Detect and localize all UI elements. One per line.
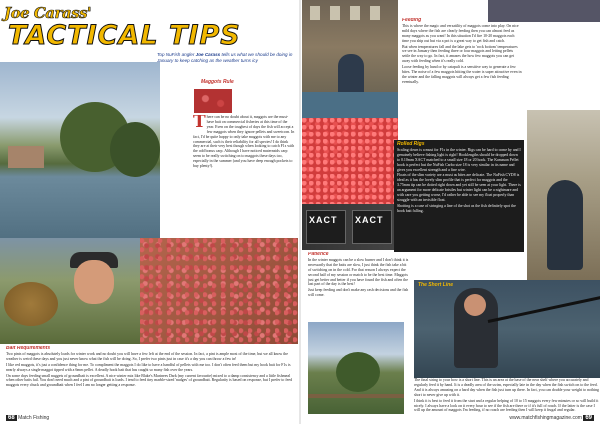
- website-url: www.matchfishingmagazine.com: [509, 415, 582, 421]
- bait-paragraph: Two pints of maggots is absolutely loads for winter work and no doubt you will have a few left at the end of the session. In fact, a pint is ample most of the time, but we all know the weather is weird these days and you just never know what the fish will be doing. So, I prefer two pints just in case it's a day you can throw a few in!: [6, 351, 288, 361]
- lake-photo: [0, 62, 160, 247]
- standfirst-name: Joe Carass: [195, 52, 221, 57]
- standfirst: [157, 52, 297, 64]
- short-line-paragraph: The final string to your bow is a short line. This is an area at the base of the near shelf where you accurately and regularly feed it by hand. It is a deadly area of the swim, especially late in the day when the fish switch on to the feed. And it is always amazing on a hard day when the fish just turn up there. In fact, you can double your weight to nothing short to never give up with it.: [414, 378, 599, 397]
- rolled-paragraph: Floats of the slim variety are a must as bites are delicate. The NuFish CYD8 is ideal as it has the lovely slim profile that is perfect for maggots and the 3.75mm tip can be dotted right down and yet still be seen at your light. There is an argument for more delicate bristles but winter light can be a nightmare and with care you getting worse, I'd rather be able to see my float properly than struggle with an invisible float.: [397, 173, 521, 202]
- article-title: [4, 4, 294, 52]
- short-line-heading: The Short Line: [418, 282, 453, 288]
- rolled-rigs-section: [394, 140, 524, 252]
- patience-heading: Patience: [308, 252, 329, 257]
- patience-paragraph: Just keep feeding and don't make any rash decisions and the fish will come.: [308, 288, 409, 298]
- face-shape: [464, 294, 486, 316]
- float-pack: [306, 210, 346, 244]
- spine-gutter: [299, 0, 301, 424]
- float-pack: [352, 210, 392, 244]
- feeding-photo: [302, 0, 398, 118]
- feeding-section: [402, 18, 522, 136]
- bait-paragraph: On some days feeding small nuggets of groundbait is excellent. A nice winter mix like Blake's Marinees Dark (my current favourite) mixed to a damp consistency and a little fishmeal when other baits fail. You don't need much and a pint of groundbait is loads. I tend to feed tiny marble-sized 'nudges' of groundbait. Regularity is based on response, but I prefer to feed maggots every chuck and groundbait when I feel I am no longer getting a response.: [6, 373, 293, 388]
- pole-rod-shape: [488, 295, 600, 323]
- maggots-text: here can be no doubt about it, maggots are the must-have bait on commercial fisheries at this time of the year. Even on the toughest of days the fish will accept a few maggots when they ignore pellets and sweetcorn. In fact, I'd be quite happy to only take maggots with me to any commercial, such is their reliability for all species! I do think they are at their very best though when looking to catch F1s with the odd bonus carp. Although I have noticed maternstds carp seem to be really switching on to maggots these days too, especially in the summer (and you have deep enough pockets to buy plenty!).: [193, 115, 295, 169]
- patience-section: [308, 252, 410, 320]
- fishery-photo: [308, 322, 404, 414]
- fence-shape: [308, 394, 404, 398]
- folio-left: [6, 415, 49, 421]
- short-line-section: [414, 378, 600, 414]
- angler-shape: [338, 54, 364, 94]
- bush-shape: [336, 352, 380, 392]
- window-shape: [350, 6, 360, 20]
- feeding-paragraph: This is where the magic and versatility of maggots come into play. On nice mild days where the fish are clearly feeding then you can almost feed as many maggots as you want! In this situation I'd fire 10-20 maggots each time you ship out but via a pot is a great way to get fish and catch.: [402, 23, 519, 43]
- face-shape: [74, 260, 114, 304]
- tree-shape: [110, 122, 160, 177]
- pack-label: XACT: [355, 215, 384, 225]
- maggot-inset-photo: [193, 88, 233, 114]
- feeding-paragraph: Loose feeding by hand or by catapult is a sensitive way to generate a few bites. The noise of a few maggots hitting the water is super attractive even in the winter and the falling maggots will always get a few fish feeding eventually.: [402, 65, 522, 84]
- angler-shape: [547, 180, 583, 270]
- window-shape: [370, 6, 380, 20]
- groundbait-ball-shape: [4, 282, 58, 326]
- drop-cap: T: [193, 115, 206, 132]
- rolled-heading: Rolled Rigs: [397, 141, 425, 147]
- short-line-photo: [414, 280, 600, 378]
- feeding-heading: Feeding: [402, 18, 422, 23]
- standfirst-rest: tells us what we should be doing in January to keep catching as the weather turns icy: [157, 52, 293, 63]
- angler-photo: [0, 238, 140, 344]
- page-number: 69: [585, 415, 592, 421]
- title-byline: Joe Carass': [4, 4, 92, 22]
- rolled-paragraph: Scaling down is a must for F1s in the winter. Rigs can be hard to come by and I genuinely believe fishing light is right! Hooklengths should be dropped down to 0.10mm XACT matched to a small size 18 or 20 hook. The Kamasan Pellet hook is perfect but the NuFish Carbo size 18 is very similar in its name and gives you excellent strength and a fine wire.: [397, 147, 521, 172]
- patience-paragraph: In the winter maggots can be a slow burner and I don't think it is necessarily that the baits are slow, I just think the fish take a bit of switching on in the cold. For that reason I always expect the second half of my session or match to be the best time. Maggots just get better and better if you have found the fish and often the last part of the day is the best!: [308, 257, 409, 287]
- maggot-tub-photo: [302, 118, 398, 204]
- pack-label: XACT: [309, 215, 338, 225]
- bait-heading: Bait Requirements: [6, 346, 51, 351]
- house-shape: [8, 146, 44, 168]
- maggots-column: [193, 115, 295, 238]
- magazine-name: Match Fishing: [18, 415, 50, 421]
- title-main: TACTICAL TIPS: [8, 20, 241, 51]
- bait-paragraph: I like red maggots, it's just a confidence thing for me. To compliment the maggots I do like to have a handful of pellets with me too. I don't often feed them but my hook bait for F1s is nearly always a single maggot tipped with a 6mm pellet. A deadly hook bait that has caught so many fish over the years.: [6, 362, 291, 372]
- maggots-heading: Maggots Rule: [201, 79, 234, 85]
- water-shape: [302, 92, 398, 118]
- rolled-paragraph: Shotting is a case of stringing a line of the shot as the fish definitely spot the hook bait falling.: [397, 203, 516, 213]
- window-shape: [310, 6, 320, 20]
- floats-photo: [302, 204, 398, 250]
- bait-requirements-section: [6, 346, 296, 406]
- window-shape: [330, 6, 340, 20]
- pole-angler-photo: [527, 110, 600, 280]
- standfirst-lead: Top NuFish angler: [157, 52, 195, 57]
- page-number: 68: [8, 415, 15, 421]
- folio-right: [509, 415, 594, 421]
- short-line-paragraph: I think it is best to feed it from the start and a regular helping of 10 to 15 maggots every few minutes or so will build it nicely. I always have a look on it every hour to see if the fish are there or if it's full of roach. If the latter is the case I will up the amount of maggots I'm feeding, if no roach are feeding then I will keep it frugal and regular.: [414, 398, 599, 413]
- groundbait-photo: [140, 238, 298, 344]
- feeding-paragraph: But when temperatures fall and the lake gets to 'rock bottom' temperatures we see in January then feeding three or four maggots and letting pellets settle the way to go. In fact, it amazes the how few maggots you can get away with feeding when it's really cold.: [402, 44, 518, 64]
